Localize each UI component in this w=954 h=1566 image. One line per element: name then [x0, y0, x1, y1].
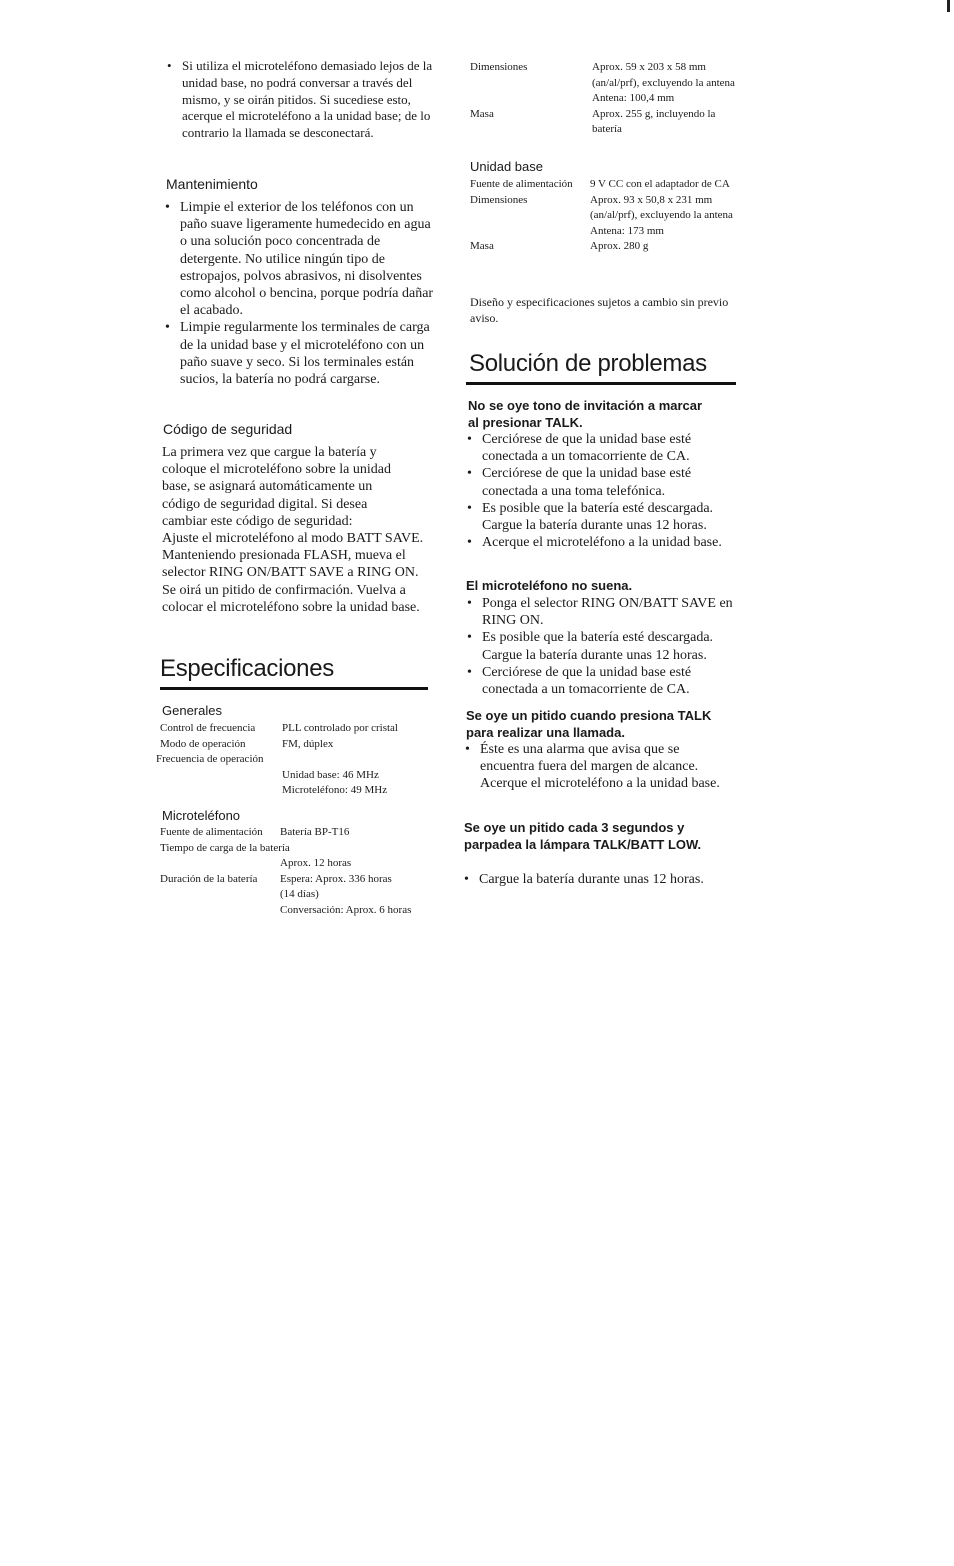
- micro-dim-value: Aprox. 59 x 203 x 58 mm (an/al/prf), excluyendo la antena: [592, 61, 735, 89]
- base-masa-label: Masa: [470, 240, 494, 252]
- solucion-heading: Solución de problemas: [469, 350, 707, 377]
- problem-1-bullet-4: • Acerque el microteléfono a la unidad base.: [462, 534, 740, 551]
- especificaciones-heading-block: [160, 655, 428, 690]
- base-dim-value: Aprox. 93 x 50,8 x 231 mm (an/al/prf), excluyendo la antena: [590, 193, 733, 221]
- codigo-paragraph-2: Ajuste el microteléfono al modo BATT SAVE. Manteniendo presionada FLASH, mueva el selector RING ON/BATT SAVE a RING ON. Se oirá un pitido de confirmación. Vuelva a colocar el microteléfono sobre la unidad base.: [162, 531, 424, 615]
- problem-2-bullet-2: • Es posible que la batería esté descargada. Cargue la batería durante unas 12 horas.: [462, 629, 740, 663]
- microtelefono-specs: [160, 825, 430, 918]
- problem-1-heading: No se oye tono de invitación a marcar al presionar TALK.: [468, 398, 703, 430]
- spec-row-fuente: [160, 825, 430, 841]
- fuente-value: Batería BP-T16: [280, 826, 350, 838]
- duracion-label: Duración de la batería: [160, 872, 258, 885]
- registration-mark: [947, 0, 950, 12]
- problem-2-heading: El microteléfono no suena.: [466, 578, 633, 593]
- control-label: Control de frecuencia: [160, 722, 256, 734]
- mantenimiento-bullet-2: • Limpie regularmente los terminales de carga de la unidad base y el microteléfono con un paño suave y seco. Si los terminales están sucios, la batería no podrá cargarse.: [160, 319, 438, 388]
- codigo-paragraph-1: La primera vez que cargue la batería y coloque el microteléfono sobre la unidad base, se asignará automáticamente un código de seguridad digital. Si desea cambiar este código de seguridad:: [162, 445, 391, 529]
- control-value: PLL controlado por cristal: [282, 722, 398, 734]
- base-masa-value: Aprox. 280 g: [590, 240, 649, 252]
- mantenimiento-heading: Mantenimiento: [166, 176, 258, 192]
- solucion-heading-block: [466, 350, 736, 385]
- duracion-value-2: (14 días): [280, 888, 319, 900]
- mantenimiento-bullets: [160, 199, 438, 388]
- diseno-note: Diseño y especificaciones sujetos a cambio sin previo aviso.: [470, 295, 729, 325]
- micro-masa-label: Masa: [470, 107, 494, 120]
- problem-1-bullets: [462, 431, 740, 551]
- unidad-base-specs: [470, 177, 740, 255]
- base-fuente-value: 9 V CC con el adaptador de CA: [590, 178, 730, 190]
- freq-label: Frecuencia de operación: [156, 753, 264, 765]
- spec-row-base-dim: [470, 193, 740, 224]
- intro-bullet-list: [162, 58, 434, 142]
- duracion-value-3: Conversación: Aprox. 6 horas: [280, 903, 412, 916]
- base-dim-label: Dimensiones: [470, 193, 528, 206]
- spec-row-micro-masa: [470, 107, 740, 138]
- problem-1-bullet-2: • Cerciórese de que la unidad base esté conectada a una toma telefónica.: [462, 465, 740, 499]
- spec-row-duracion: [160, 872, 430, 888]
- problem-3-bullets: [460, 741, 728, 793]
- freq-micro: Microteléfono: 49 MHz: [282, 784, 388, 796]
- generales-heading: Generales: [162, 703, 222, 718]
- especificaciones-heading: Especificaciones: [160, 655, 334, 682]
- problem-2-bullet-3: • Cerciórese de que la unidad base esté conectada a un tomacorriente de CA.: [462, 664, 740, 698]
- spec-row-modo: [160, 737, 430, 753]
- spec-row-base-masa: [470, 239, 740, 255]
- micro-specs-continued: [470, 60, 740, 138]
- spec-row-base-fuente: [470, 177, 740, 193]
- fuente-label: Fuente de alimentación: [160, 826, 263, 838]
- problem-3-heading: Se oye un pitido cuando presiona TALK para realizar una llamada.: [466, 708, 712, 740]
- micro-dim-label: Dimensiones: [470, 61, 528, 73]
- generales-specs: [156, 721, 430, 799]
- problem-2-bullet-1: • Ponga el selector RING ON/BATT SAVE en RING ON.: [462, 595, 740, 629]
- problem-3-bullet-1: • Éste es una alarma que avisa que se encuentra fuera del margen de alcance. Acerque el microteléfono a la unidad base.: [460, 741, 728, 793]
- base-dim-antena: Antena: 173 mm: [590, 224, 664, 237]
- freq-base: Unidad base: 46 MHz: [282, 768, 379, 781]
- micro-masa-value: Aprox. 255 g, incluyendo la batería: [592, 107, 716, 135]
- problem-2-bullets: [462, 595, 740, 698]
- base-fuente-label: Fuente de alimentación: [470, 178, 573, 190]
- tiempo-label: Tiempo de carga de la batería: [160, 841, 290, 854]
- micro-dim-antena: Antena: 100,4 mm: [592, 92, 675, 104]
- modo-value: FM, dúplex: [282, 737, 334, 750]
- spec-row-micro-dim: [470, 60, 740, 91]
- problem-1-bullet-3: • Es posible que la batería esté descargada. Cargue la batería durante unas 12 horas.: [462, 500, 740, 534]
- problem-4-heading: Se oye un pitido cada 3 segundos y parpadea la lámpara TALK/BATT LOW.: [464, 820, 702, 852]
- mantenimiento-bullet-1: • Limpie el exterior de los teléfonos con un paño suave ligeramente humedecido en agua o una solución poco concentrada de detergente. No utilice ningún tipo de estropajos, polvos abrasivos, ni disolventes como alcohol o bencina, porque podría dañar el acabado.: [160, 199, 438, 319]
- duracion-value-1: Espera: Aprox. 336 horas: [280, 872, 392, 885]
- problem-4-bullets: [459, 871, 737, 888]
- tiempo-value: Aprox. 12 horas: [280, 857, 352, 869]
- problem-1-bullet-1: • Cerciórese de que la unidad base esté conectada a un tomacorriente de CA.: [462, 431, 740, 465]
- spec-row-control: [160, 721, 430, 737]
- codigo-heading: Código de seguridad: [163, 421, 293, 437]
- intro-bullet: • Si utiliza el microteléfono demasiado lejos de la unidad base, no podrá conversar a través del mismo, y se oirán pitidos. Si sucediese esto, acerque el microteléfono a la unidad base; de lo contrario la llamada se desconectará.: [162, 58, 434, 142]
- microtelefono-heading: Microteléfono: [162, 808, 241, 823]
- modo-label: Modo de operación: [160, 737, 246, 750]
- problem-4-bullet-1: • Cargue la batería durante unas 12 horas.: [459, 871, 737, 888]
- unidad-base-heading: Unidad base: [470, 159, 543, 174]
